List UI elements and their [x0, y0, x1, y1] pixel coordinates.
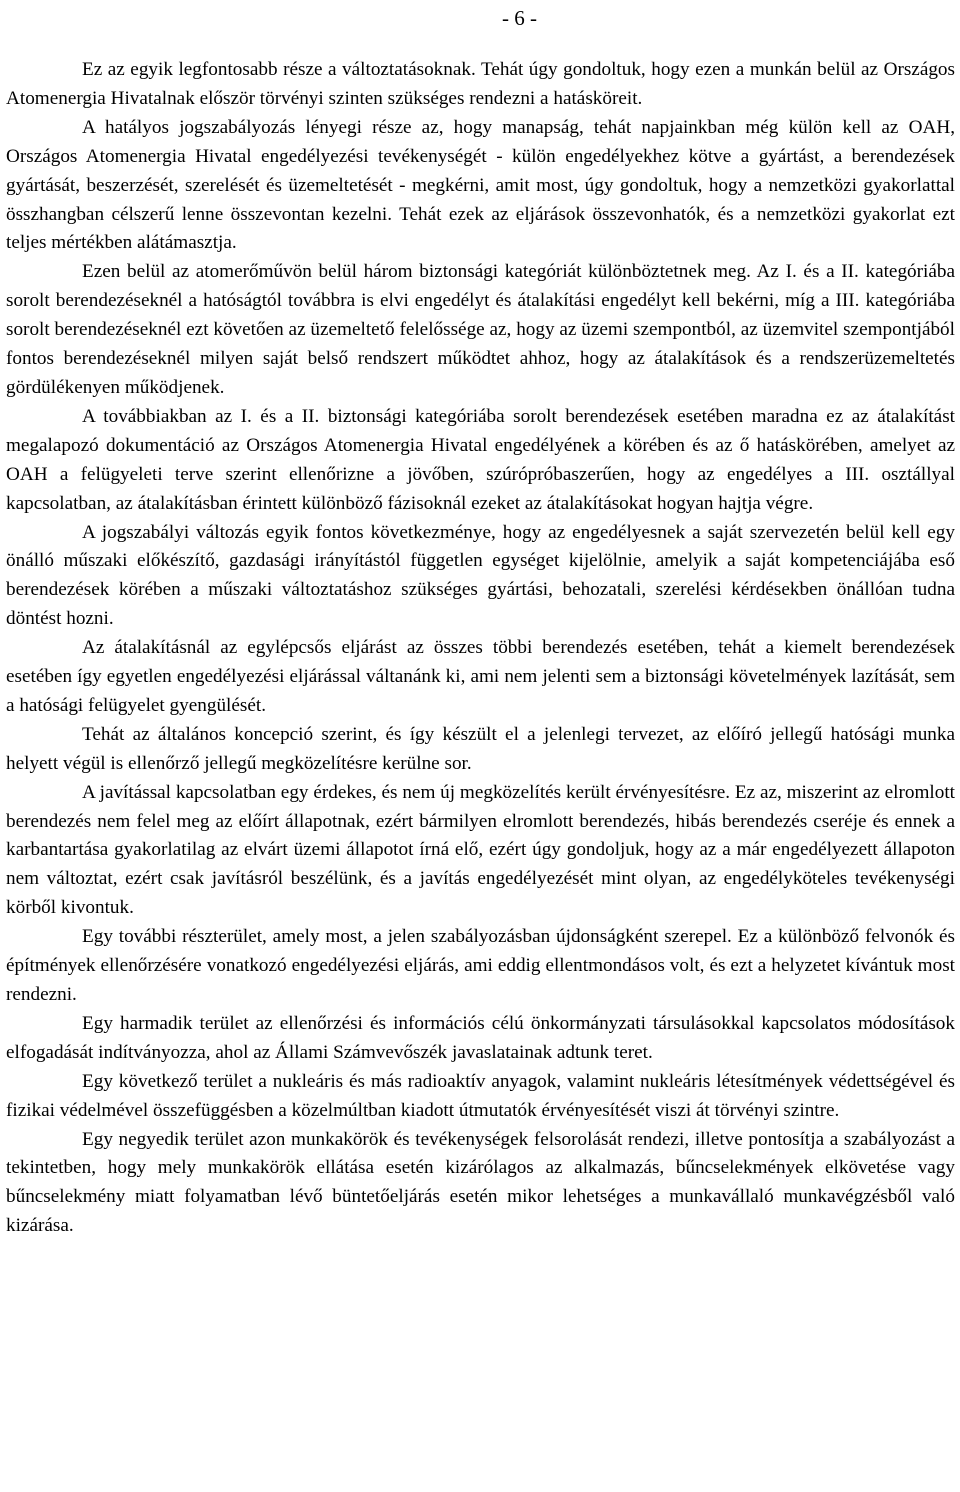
paragraph: A javítással kapcsolatban egy érdekes, és nem új megközelítés került érvényesítésre. Ez az, miszerint az elromlott berendezés nem felel meg az előírt állapotnak, ezért bármilyen elromlott berendezés, hibás berendezés cseréje és ennek a karbantartása gyakorlatilag az elvárt üzemi állapotot írná elő, ezért úgy gondoljuk, hogy az a már engedélyezett állapoton nem változtat, ezért csak javításról beszélünk, és a javítás engedélyezését mint olyan, az engedélyköteles tevékenységi körből kivontuk. — [6, 781, 955, 919]
paragraph: Ez az egyik legfontosabb része a változtatásoknak. Tehát úgy gondoltuk, hogy ezen a munkán belül az Országos Atomenergia Hivatalnak először törvényi szinten szükséges rendezni a hatásköreit. — [6, 59, 955, 109]
paragraph: Tehát az általános koncepció szerint, és így készült el a jelenlegi tervezet, az előíró jellegű hatósági munka helyett végül is ellenőrző jellegű megközelítésre kerülne sor. — [6, 723, 955, 774]
paragraph: Ezen belül az atomerőművön belül három biztonsági kategóriát különböztetnek meg. Az I. és a II. kategóriába sorolt berendezéseknél a hatóságtól továbbra is elvi engedélyt és átalakítási engedélyt kell bekérni, míg a III. kategóriába sorolt berendezéseknél ezt követően az üzemeltető felelőssége az, hogy az üzemi szempontból, az üzemvitel szempontjából fontos berendezéseknél milyen saját belső rendszert működtet ahhoz, hogy az átalakítások és a rendszerüzemeltetés gördülékenyen működjenek. — [6, 261, 955, 398]
document-page — [6, 0, 955, 1241]
paragraph: A hatályos jogszabályozás lényegi része az, hogy manapság, tehát napjainkban még külön kell az OAH, Országos Atomenergia Hivatal engedélyezési tevékenységét - külön engedélyekhez kötve a gyártást, a berendezések gyártását, beszerzését, szerelését és üzemeltetését - megkérni, amit most, úgy gondoltuk, hogy a nemzetközi gyakorlattal összhangban célszerű lenne összevontan kezelni. Tehát ezek az eljárások összevonhatók, és a nemzetközi gyakorlat ezt teljes mértékben alátámasztja. — [6, 116, 955, 254]
page-number: - 6 - — [502, 6, 537, 30]
paragraph: Egy további részterület, amely most, a jelen szabályozásban újdonságként szerepel. Ez a különböző felvonók és építmények ellenőrzésére vonatkozó engedélyezési eljárás, ami eddig ellentmondásos volt, és ezt a helyzetet kívántuk most rendezni. — [6, 926, 955, 1005]
paragraph: A továbbiakban az I. és a II. biztonsági kategóriába sorolt berendezések esetében maradna ez az átalakítást megalapozó dokumentáció az Országos Atomenergia Hivatal engedélyének a körében és az ő hatáskörében, amelyet az OAH a felügyeleti terve szerint ellenőrizne a jövőben, szúrópróbaszerűen, hogy az engedélyes a III. osztállyal kapcsolatban, az átalakításban érintett különböző fázisoknál ezeket az átalakításokat hogyan hajtja végre. — [6, 405, 955, 514]
paragraph: Egy negyedik terület azon munkakörök és tevékenységek felsorolását rendezi, illetve pontosítja a szabályozást a tekintetben, hogy mely munkakörök ellátása esetén kizárólagos az alkalmazás, bűncselekmények elkövetése vagy bűncselekmény miatt folyamatban lévő büntetőeljárás esetén mikor lehetséges a munkavállaló munkavégzésből való kizárása. — [6, 1128, 955, 1237]
paragraph: A jogszabályi változás egyik fontos következménye, hogy az engedélyesnek a saját szervezetén belül kell egy önálló műszaki előkészítő, gazdasági irányítástól független egységet kijelölnie, amelyik a saját kompetenciájába eső berendezések körében a műszaki változtatáshoz szükséges gyártási, behozatali, szerelési kérdésekben önállóan tudna döntést hozni. — [6, 521, 955, 630]
paragraph: Egy harmadik terület az ellenőrzési és információs célú önkormányzati társulásokkal kapcsolatos módosítások elfogadását indítványozza, ahol az Állami Számvevőszék javaslatainak adtunk teret. — [6, 1012, 955, 1063]
document-body — [6, 0, 955, 1241]
paragraph: Egy következő terület a nukleáris és más radioaktív anyagok, valamint nukleáris létesítmények védettségével és fizikai védelmével összefüggésben a közelmúltban kiadott útmutatók érvényesítését viszi át törvényi szintre. — [6, 1070, 955, 1121]
paragraph: Az átalakításnál az egylépcsős eljárást az összes többi berendezés esetében, tehát a kiemelt berendezések esetében így egyetlen engedélyezési eljárással váltanánk ki, ami nem jelenti sem a biztonsági követelmények lazítását, sem a hatósági felügyelet gyengülését. — [6, 637, 955, 716]
